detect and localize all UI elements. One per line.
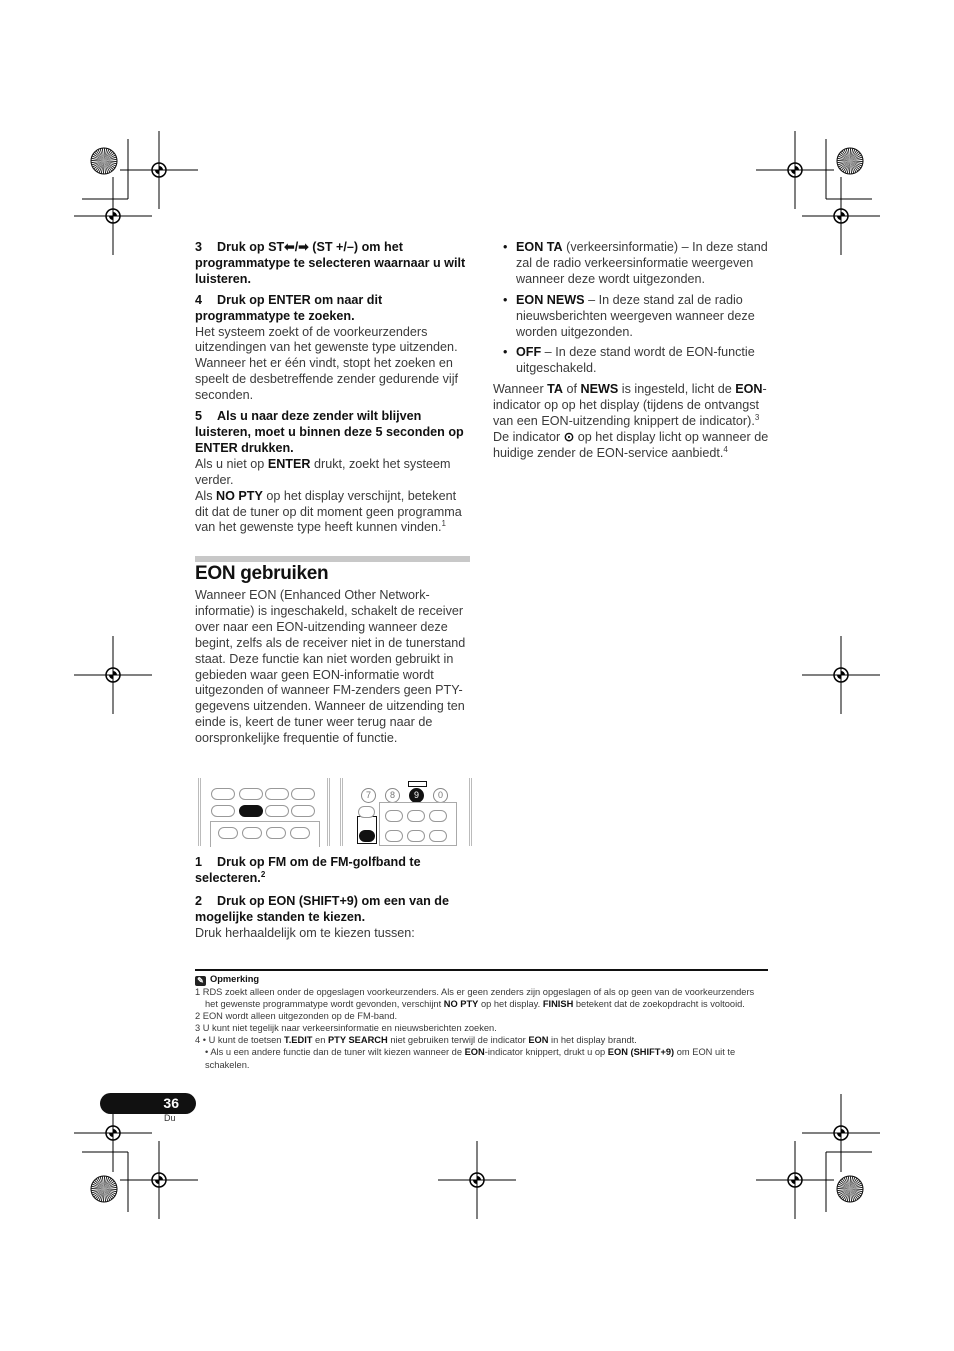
note-items [195, 986, 768, 1071]
text-run: -indicator knippert, drukt u op [484, 1047, 608, 1058]
remote-key [358, 806, 375, 818]
bold-term: NO PTY [443, 999, 479, 1010]
step-4: 4 Druk op ENTER om naar dit programmatype te zoeken. [195, 292, 383, 323]
text-run: 3 U kunt niet tegelijk naar verkeersinformatie en nieuwsberichten zoeken. [195, 1023, 497, 1034]
remote-key [266, 827, 286, 839]
remote-key [385, 810, 403, 822]
key-0: 0 [433, 788, 448, 803]
text-run: of [563, 382, 581, 397]
text-run: op het display. [478, 999, 543, 1010]
bold-term: OFF [516, 345, 542, 360]
step-2: 2 Druk op EON (SHIFT+9) om een van de mogelijke standen te kiezen. [195, 893, 449, 924]
remote-illustration-eon [340, 778, 472, 846]
bold-term: TA [547, 382, 563, 397]
left-column [195, 240, 471, 536]
text-run: om EON uit te schakelen. [205, 1047, 736, 1070]
mode-list [493, 240, 769, 377]
text-run: betekent dat de zoekopdracht is voltooid. [573, 999, 745, 1010]
right-column [493, 240, 769, 462]
step-2-body [195, 926, 471, 942]
shift-label-box [408, 781, 427, 787]
footnote-item [195, 1034, 768, 1046]
bold-term: EON [735, 382, 763, 397]
text-run: Het systeem zoekt of de voorkeurzenders uitzendingen van het gewenste type uitzenden. Wanneer het er één vindt, stopt het zoeken en speelt de desbetreffende zender gedurende vijf seconden. [195, 324, 459, 403]
remote-key [211, 805, 235, 817]
target-fill [109, 212, 117, 220]
section-body [195, 588, 471, 747]
text-run: drukt, zoekt het systeem verder. [195, 456, 451, 487]
bold-term: EON [464, 1047, 485, 1058]
mode-list-item [493, 240, 769, 288]
text-run: Als [195, 488, 216, 503]
bold-term: EON NEWS [516, 292, 585, 307]
indicator-paragraph [493, 382, 769, 462]
key-8: 8 [385, 788, 400, 803]
remote-key [385, 830, 403, 842]
text-run: Wanneer [493, 382, 548, 397]
left-column-steps [195, 855, 471, 942]
text-run: is ingesteld, licht de [618, 382, 736, 397]
notes-heading: ✎ Opmerking [195, 973, 768, 986]
remote-key [265, 805, 289, 817]
footnote-item [195, 986, 768, 1010]
target-fill [155, 1176, 163, 1184]
bold-term: EON (SHIFT+9) [607, 1047, 675, 1058]
footnotes [195, 969, 768, 1071]
language-code: Du [164, 1113, 176, 1123]
key-9-highlighted: 9 [409, 788, 424, 803]
text-run: 2 EON wordt alleen uitgezonden op de FM-band. [195, 1011, 398, 1022]
target-fill [109, 1129, 117, 1137]
remote-illustration-fm [198, 778, 330, 846]
footnote-item [195, 1010, 768, 1022]
target-fill [155, 166, 163, 174]
note-pencil-icon: ✎ [195, 976, 206, 986]
text-run: Druk herhaaldelijk om te kiezen tussen: [195, 925, 415, 940]
target-fill [791, 1176, 799, 1184]
text-run: niet gebruiken terwijl de indicator [387, 1035, 529, 1046]
remote-key [429, 810, 447, 822]
remote-key [265, 788, 289, 800]
text-run: De indicator [493, 429, 564, 444]
section-body-block [195, 588, 471, 747]
remote-key [211, 788, 235, 800]
remote-key [239, 788, 263, 800]
target-fill [837, 212, 845, 220]
target-fill [837, 1129, 845, 1137]
target-fill [109, 671, 117, 679]
text-run: (verkeersinformatie) – In deze stand zal de radio verkeersinformatie weergeven wanneer deze wordt uitgezonden. [516, 240, 768, 286]
text-run: op het display licht op wanneer de huidige zender de EON-service aanbiedt. [493, 429, 769, 460]
fm-key-highlighted [239, 805, 263, 817]
bold-term: ENTER [267, 456, 311, 471]
footnote-item [195, 1046, 768, 1070]
bold-term: EON TA [516, 240, 563, 254]
text-run: en [312, 1035, 328, 1046]
remote-key [407, 830, 425, 842]
text-run: • Als u een andere functie dan de tuner wilt kiezen wanneer de [205, 1047, 465, 1058]
text-run: in het display brandt. [548, 1035, 637, 1046]
remote-key [242, 827, 262, 839]
step-4-body [195, 325, 471, 405]
bold-term: NEWS [580, 382, 619, 397]
remote-key [291, 788, 315, 800]
footnote-item [195, 1022, 768, 1034]
remote-key [290, 827, 310, 839]
text-run: -indicator op op het display (tijdens de ontvangst van een EON-uitzending knippert de indicator). [493, 382, 767, 429]
bold-term: ⊙ [563, 429, 575, 444]
bold-term: NO PTY [216, 488, 263, 503]
step-3: 3 Druk op ST⬅/➡ (ST +/–) om het programmatype te selecteren waarnaar u wilt luisteren. [195, 240, 466, 286]
text-run: op het display verschijnt, betekent dit dat de tuner op dit moment geen programma van het gewenste type heeft kunnen vinden. [195, 488, 462, 535]
target-fill [791, 166, 799, 174]
bold-term: T.EDIT [284, 1035, 313, 1046]
text-run: Wanneer EON (Enhanced Other Network-informatie) is ingeschakeld, schakelt de receiver over naar een EON-uitzending wanneer deze begint, zelfs als de receiver niet in de tunerstand staat. Deze functie kan niet worden gebruikt in gebieden waar geen EON-informatie wordt uitgezonden of wanneer FM-zenders geen PTY-gegevens uitzenden. Wanneer de uitzending ten einde is, keert de tuner weer terug naar de oorspronkelijke frequentie of functie. [195, 588, 466, 746]
bold-term: EON [528, 1035, 549, 1046]
text-run: 1 RDS zoekt alleen onder de opgeslagen voorkeurzenders. Als er geen zenders zijn opgeslagen of als op geen van de voorkeurzenders het gewenste programmatype wordt gevonden, verschijnt [195, 987, 755, 1010]
bold-term: FINISH [542, 999, 574, 1010]
text-run: – In deze stand wordt de EON-functie uitgeschakeld. [516, 345, 755, 376]
text-run: – In deze stand zal de radio nieuwsberichten weergeven wanneer deze worden uitgezonden. [516, 292, 755, 339]
footnote-ref: 3 [754, 412, 760, 422]
bold-term: PTY SEARCH [327, 1035, 388, 1046]
page-number: 36 [100, 1093, 196, 1114]
no-pty-paragraph [195, 489, 471, 537]
remote-key [218, 827, 238, 839]
key-7: 7 [361, 788, 376, 803]
mode-list-item [493, 293, 769, 341]
step-5-body [195, 457, 471, 489]
step-1: 1 Druk op FM om de FM-golfband te selecteren.$^2$ [195, 855, 421, 885]
shift-key-highlighted [359, 830, 375, 842]
remote-key [407, 810, 425, 822]
text-run: 4 • U kunt de toetsen [195, 1035, 285, 1046]
mode-list-item [493, 345, 769, 377]
footnote-ref: 1 [441, 519, 446, 529]
step-5: 5 Als u naar deze zender wilt blijven luisteren, moet u binnen deze 5 seconden op ENTER drukken. [195, 409, 464, 455]
remote-key [291, 805, 315, 817]
text-run: Als u niet op [195, 456, 268, 471]
target-fill [837, 671, 845, 679]
footnote-ref: 4 [723, 444, 728, 454]
remote-key [429, 830, 447, 842]
section-title: EON gebruiken [195, 563, 329, 584]
section-rule [195, 556, 470, 562]
target-fill [473, 1176, 481, 1184]
